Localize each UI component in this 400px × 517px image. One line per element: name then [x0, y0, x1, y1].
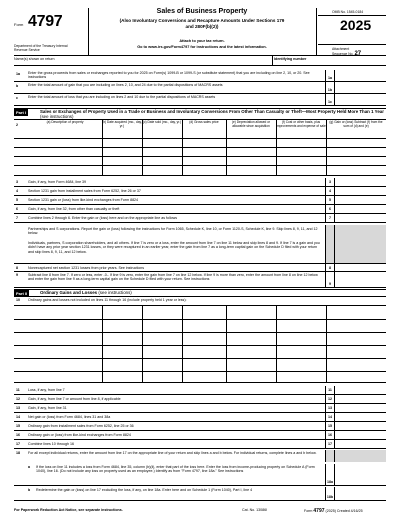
- line-9-amount[interactable]: [335, 272, 386, 287]
- line-1c: c Enter the total amount of loss that you are including on lines 2 and 10 due to the partial dispositions of MACRS assets 1c: [14, 94, 386, 106]
- form-label: Form: [14, 22, 24, 27]
- sequence-number: 27: [354, 51, 362, 58]
- form-header: [14, 8, 386, 56]
- instructions-link[interactable]: Go to www.irs.gov/Form4797 for instructions and the latest information.: [137, 45, 267, 49]
- attachment-label: Attachment: [332, 47, 350, 51]
- line-7-amount[interactable]: [335, 214, 386, 222]
- form-footer: [14, 508, 386, 512]
- identifying-number-label: Identifying number: [274, 57, 307, 61]
- line-10: 10 Ordinary gains and losses not included on lines 11 through 16 (include property held 1 year or less):: [16, 298, 187, 302]
- part-2-tag: Part II: [16, 291, 28, 296]
- line-15: 15 Ordinary gain from installment sales from Form 6252, line 25 or 36 15: [14, 422, 386, 431]
- line-13-amount[interactable]: [335, 404, 386, 412]
- line-7: 7 Combine lines 2 through 6. Enter the gain or (loss) here and on the appropriate line as follows 7: [14, 214, 386, 223]
- line-5: 5 Section 1231 gain or (loss) from like-kind exchanges from Form 8824 5: [14, 196, 386, 205]
- col-b-header: (b) Date acquired (mo., day, yr.): [102, 120, 142, 128]
- line-11: 11 Loss, if any, from line 7 11: [14, 386, 386, 395]
- part-1-entry-rows[interactable]: [28, 138, 386, 176]
- col-c-header: (c) Date sold (mo., day, yr.): [142, 120, 182, 124]
- line-14: 14 Net gain or (loss) from Form 4684, lines 31 and 38a 14: [14, 413, 386, 422]
- line-1a-amount[interactable]: [335, 70, 386, 81]
- omb-number: OMB No. 1545-0184: [332, 10, 364, 14]
- line-1c-amount[interactable]: [335, 94, 386, 105]
- part-2-table: [14, 305, 386, 383]
- line-7-instructions: [14, 225, 386, 263]
- line-12: 12 Gain, if any, from line 7 or amount from line 8, if applicable 12: [14, 395, 386, 404]
- line-4-amount[interactable]: [335, 187, 386, 195]
- form-number: 4797: [28, 13, 63, 30]
- line-16-amount[interactable]: [335, 431, 386, 439]
- line-8-amount[interactable]: [335, 264, 386, 271]
- department-label: Department of the Treasury Internal Revenue Service: [14, 44, 68, 53]
- line-18a: a If the loss on line 11 includes a loss from Form 4684, line 35, column (b)(ii), enter that part of the loss here. Enter the loss from income-producing property on Schedule A (Form 1040), line 16. (Do not include any loss on property used as an employee.) Identify as from "Form 4797, line 18a." See instructions 18a: [14, 464, 386, 486]
- attach-instruction: Attach to your tax return.: [179, 39, 225, 43]
- line-17-amount[interactable]: [335, 440, 386, 448]
- names-label: Name(s) shown on return: [14, 57, 55, 61]
- form-title: Sales of Business Property: [156, 8, 248, 15]
- catalog-number: Cat. No. 13086I: [242, 508, 268, 512]
- line-5-amount[interactable]: [335, 196, 386, 204]
- line-1b-amount[interactable]: [335, 82, 386, 93]
- line-16: 16 Ordinary gain or (loss) from like-kind exchanges from Form 8824 16: [14, 431, 386, 440]
- line-3: 3 Gain, if any, from Form 4684, line 39 3: [14, 178, 386, 187]
- line-13: 13 Gain, if any, from line 31 13: [14, 404, 386, 413]
- part-1-tag: Part I: [16, 110, 27, 115]
- col-e-header: (e) Depreciation allowed or allowable since acquisition: [231, 120, 271, 128]
- line-18: 18 For all except individual returns, enter the amount from line 17 on the appropriate line of your return and skip lines a and b below. For individual returns, complete lines a and b below.: [14, 450, 386, 462]
- line-12-amount[interactable]: [335, 395, 386, 403]
- part-1-table: 2 (a) Description of property (b) Date acquired (mo., day, yr.) (c) Date sold (mo., day, yr.) (d) Gross sales price (e) Depreciation allowed or allowable since acquisition (f) Cost or other basis, plus improvements and expense of sale (g) Gain or (loss) Subtract (f) from the sum of (d) and (e): [14, 120, 386, 176]
- line-17: 17 Combine lines 10 through 16 17: [14, 440, 386, 449]
- individuals-note: Individuals, partners, S corporation shareholders, and all others. If line 7 is zero or a loss, enter the amount from line 7 on line 11 below and skip lines 8 and 9. If line 7 is a gain and you didn't have any prior year section 1231 losses, or they were recaptured in an earlier year, enter the gain from line 7 as a long-term capital gain on the Schedule D filed with your return and skip lines 8, 9, 11, and 12 below.: [28, 241, 320, 254]
- line-4: 4 Section 1231 gain from installment sales from Form 6252, line 26 or 37 4: [14, 187, 386, 196]
- line-1b: b Enter the total amount of gain that you are including on lines 2, 10, and 24 due to the partial dispositions of MACRS assets 1b: [14, 82, 386, 94]
- line-3-amount[interactable]: [335, 178, 386, 186]
- paperwork-notice: For Paperwork Reduction Act Notice, see separate instructions.: [14, 508, 123, 512]
- line-18b: b Redetermine the gain or (loss) on line 17 excluding the loss, if any, on line 18a. Enter here and on Schedule 1 (Form 1040), Part I, line 4 18b: [14, 487, 386, 501]
- line-15-amount[interactable]: [335, 422, 386, 430]
- identifying-number-input[interactable]: [272, 56, 386, 66]
- part-2-header: [14, 289, 386, 297]
- sequence-label: Sequence No.: [332, 52, 354, 57]
- line-14-amount[interactable]: [335, 413, 386, 421]
- line-9: 9 Subtract line 8 from line 7. If zero or less, enter -0-. If line 9 is zero, enter the gain from line 7 on line 12 below. If line 9 is more than zero, enter the amount from line 8 on line 12 below and enter the gain from line 9 as a long-term capital gain on the Schedule D filed with your return. See instructions 9: [14, 272, 386, 288]
- part-2-title: Ordinary Gains and Losses (see instructions): [40, 290, 132, 295]
- col-d-header: (d) Gross sales price: [189, 120, 219, 124]
- col-g-header: (g) Gain or (loss) Subtract (f) from the sum of (d) and (e): [329, 120, 383, 128]
- name-row: [14, 56, 386, 66]
- line-1a: 1a Enter the gross proceeds from sales or exchanges reported to you for 2025 on Form(s) 1099-B or 1099-S (or substitute statement) that you are including on line 2, 10, or 20. See instructions 1a: [14, 70, 386, 82]
- header-divider-right: [316, 8, 317, 55]
- col-f-header: (f) Cost or other basis, plus improvements and expense of sale: [276, 120, 326, 128]
- col-a-header: (a) Description of property: [46, 120, 84, 124]
- line-18a-amount[interactable]: [335, 464, 386, 485]
- part-1-header: [14, 108, 386, 120]
- header-divider-left: [88, 8, 89, 55]
- tax-year: 2025: [340, 17, 372, 33]
- names-input[interactable]: [14, 56, 272, 66]
- line-11-amount[interactable]: [335, 386, 386, 394]
- form-subtitle: (Also Involuntary Conversions and Recapture Amounts Under Sections 179 and 280F(b)(2)): [119, 18, 285, 29]
- line-6: 6 Gain, if any, from line 32, from other than casualty or theft 6: [14, 205, 386, 214]
- line-8: 8 Nonrecaptured net section 1231 losses from prior years. See instructions 8: [14, 263, 386, 272]
- part-1-title: Sales or Exchanges of Property Used in a Trade or Business and Involuntary Conversions From Other Than Casualty or Theft—Most Property Held More Than 1 Year (see instructions): [40, 109, 384, 120]
- part-2-entry-rows[interactable]: [28, 306, 386, 384]
- partnerships-note: Partnerships and S corporations. Report the gain or (loss) following the instructions for Form 1065, Schedule K, line 10, or Form 1120-S, Schedule K, line 9. Skip lines 8, 9, 11, and 12 below.: [28, 227, 318, 236]
- footer-form-id: Form 4797 (2025) Created 4/16/25: [304, 508, 363, 514]
- line-6-amount[interactable]: [335, 205, 386, 213]
- line-18b-amount[interactable]: [335, 487, 386, 500]
